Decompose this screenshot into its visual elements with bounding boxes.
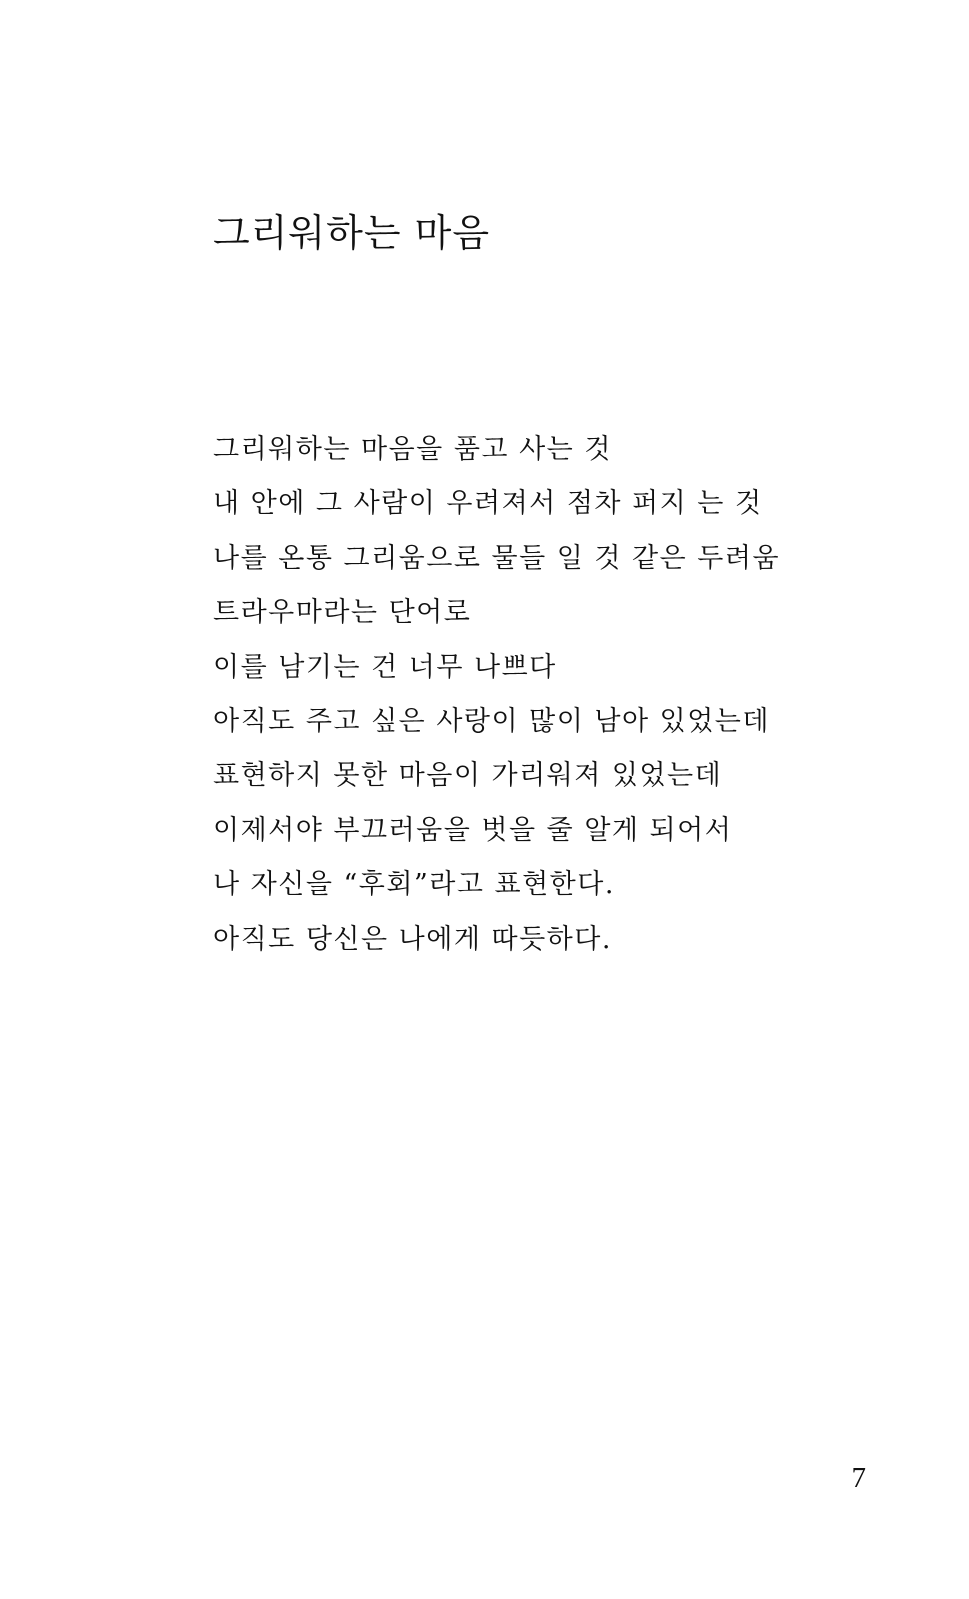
poem-line: 아직도 당신은 나에게 따듯하다. — [213, 923, 612, 955]
poem-line: 아직도 주고 싶은 사랑이 많이 남아 있었는데 — [213, 705, 770, 737]
poem-line: 표현하지 못한 마음이 가리워져 있었는데 — [213, 760, 723, 792]
poem-title: 그리워하는 마음 — [213, 211, 491, 255]
poem-line: 이제서야 부끄러움을 벗을 줄 알게 되어서 — [213, 814, 733, 846]
page-number: 7 — [851, 1462, 866, 1494]
poem-line: 이를 남기는 건 너무 나쁘다 — [213, 651, 557, 683]
poem-line: 나를 온통 그리움으로 물들 일 것 같은 두려움 — [213, 542, 781, 574]
poem-line: 트라우마라는 단어로 — [213, 597, 472, 629]
poem-line: 나 자신을 “후회”라고 표현한다. — [213, 869, 615, 901]
poem-line: 내 안에 그 사람이 우려져서 점차 퍼지 는 것 — [213, 488, 763, 520]
poem-line: 그리워하는 마음을 품고 사는 것 — [213, 434, 612, 465]
poem-body — [213, 428, 913, 972]
